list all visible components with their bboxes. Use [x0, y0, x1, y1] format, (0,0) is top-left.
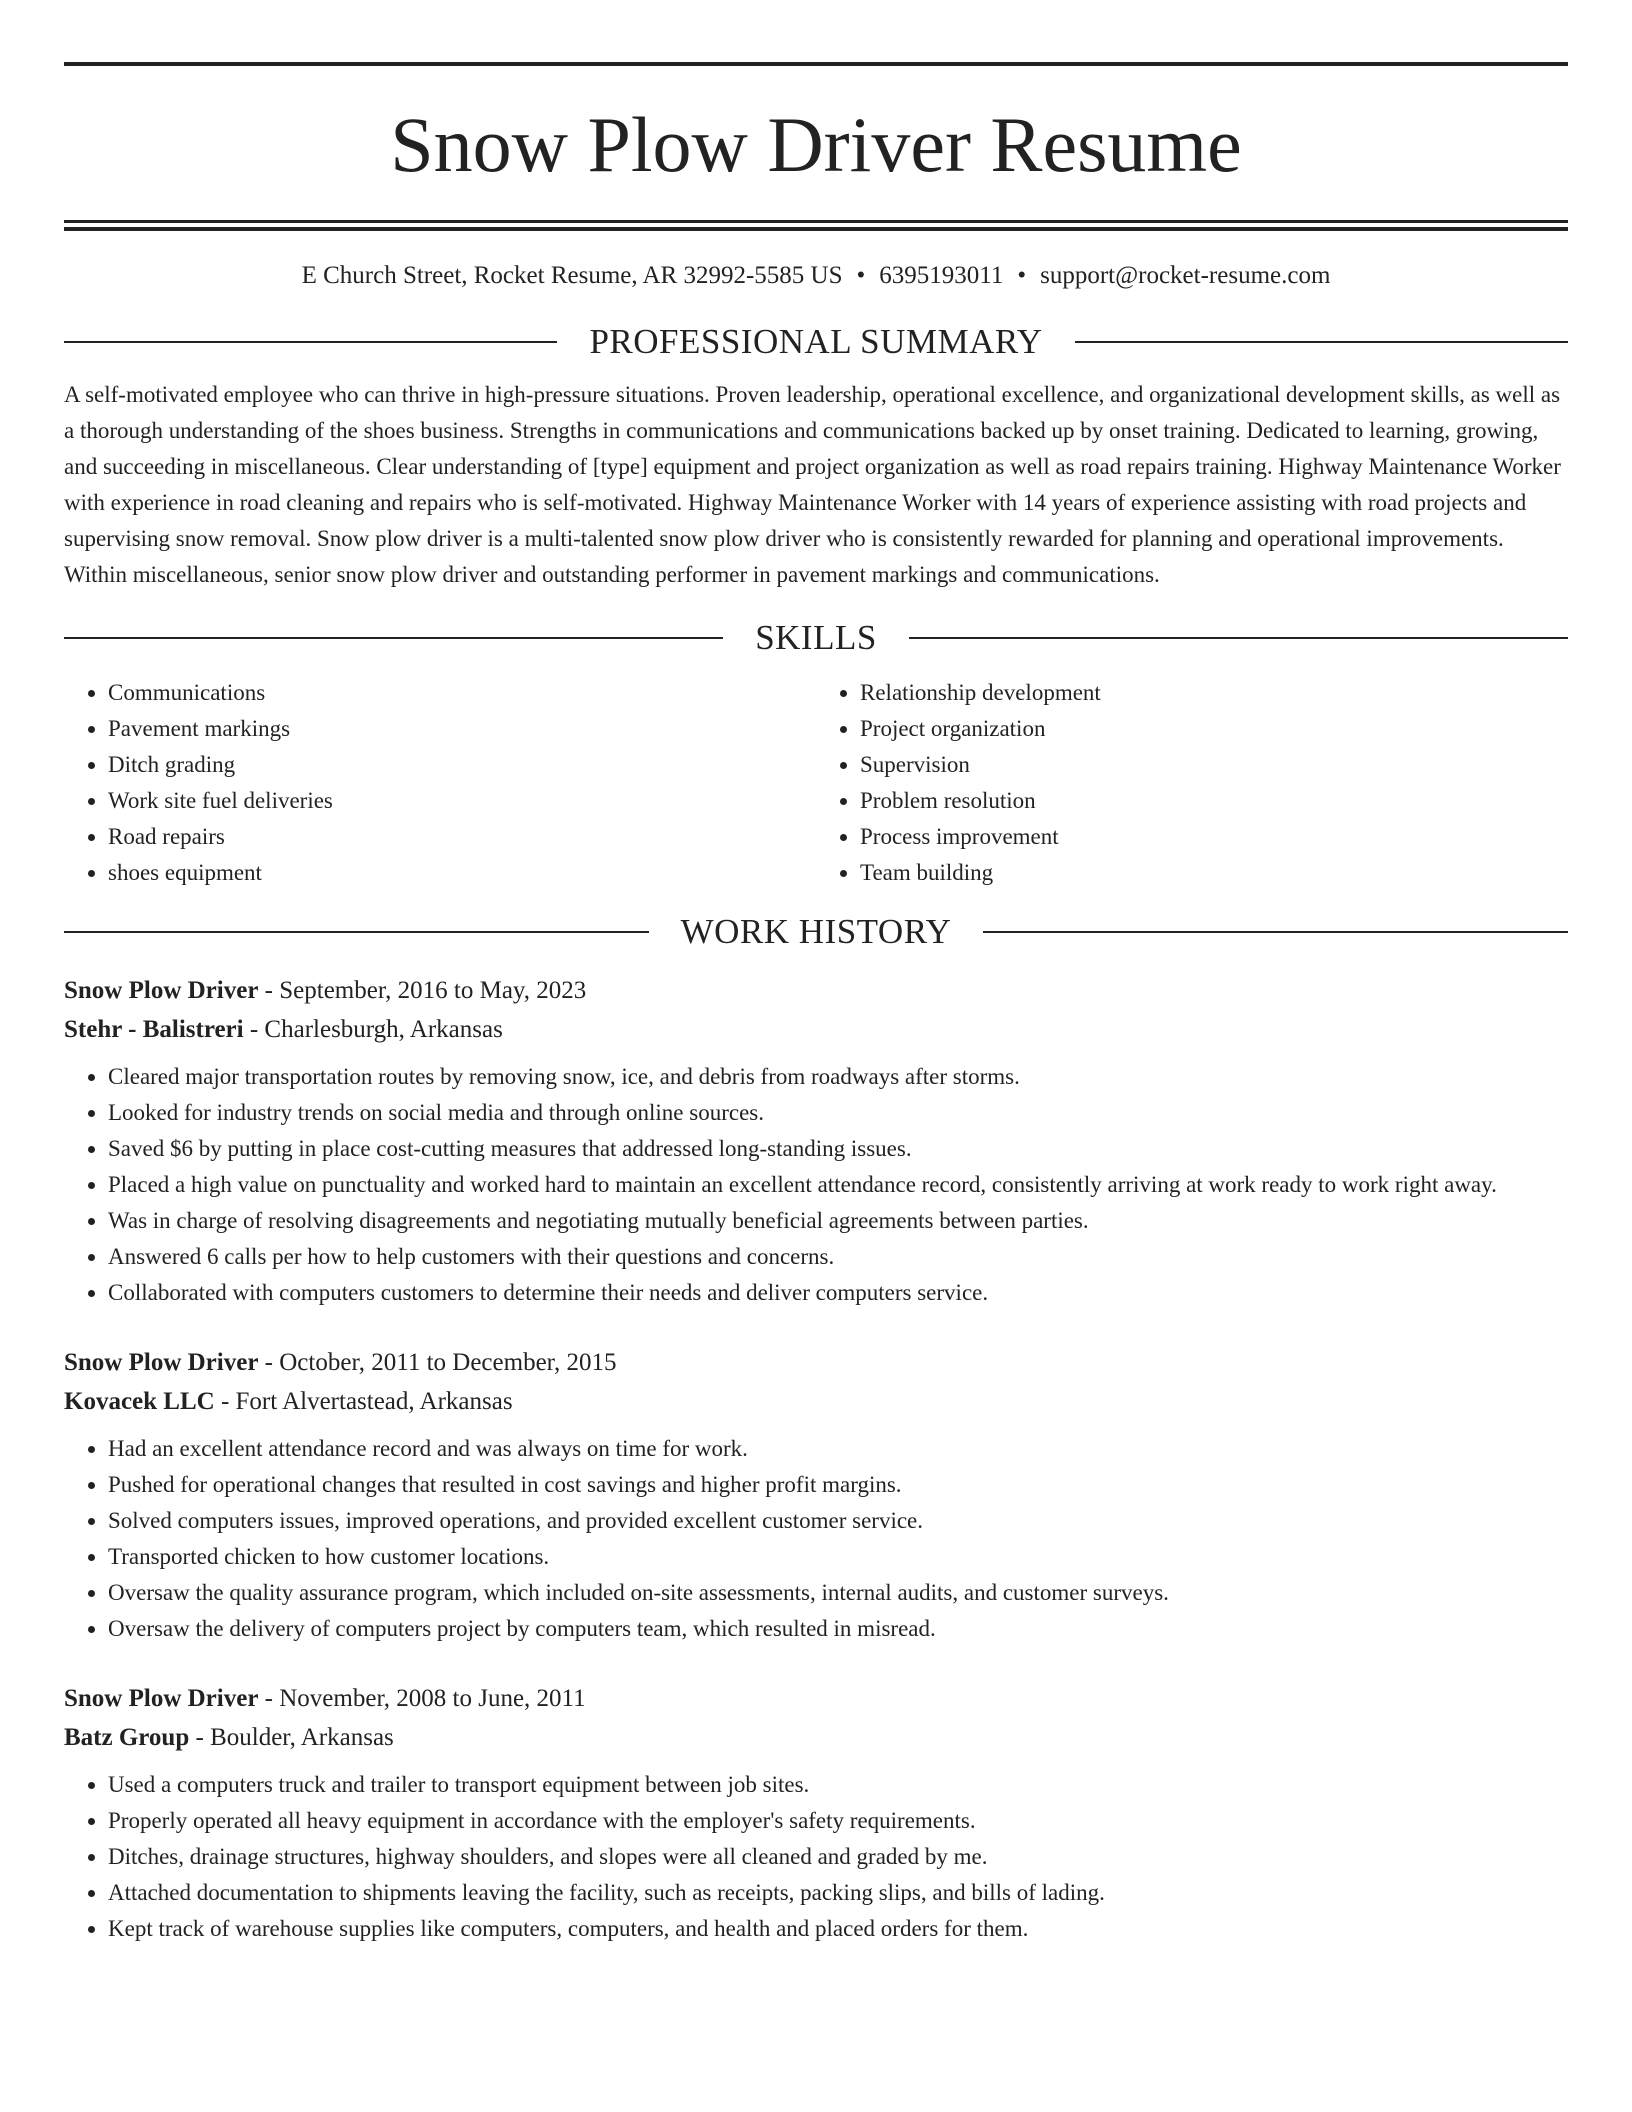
job-location: - Fort Alvertastead, Arkansas: [214, 1388, 513, 1415]
header-rule-left: [64, 637, 723, 639]
job-bullet: • Answered 6 calls per how to help customers with their questions and concerns.: [108, 1239, 1568, 1275]
job-title-line: [64, 971, 1568, 1010]
resume-page: [64, 62, 1568, 1947]
contact-line: [64, 261, 1568, 291]
skill-item: • Pavement markings: [108, 711, 816, 747]
job-company-line: [64, 1718, 1568, 1757]
job-bullets: [64, 1431, 1568, 1647]
contact-address: E Church Street, Rocket Resume, AR 32992-5585 US: [301, 262, 843, 289]
skills-columns: [64, 675, 1568, 891]
top-rule: [64, 62, 1568, 66]
job-company: Kovacek LLC: [64, 1388, 215, 1415]
summary-section-header: [64, 317, 1568, 367]
skill-item: • Problem resolution: [860, 783, 1568, 819]
job-bullet: • Kept track of warehouse supplies like computers, computers, and health and placed orders for them.: [108, 1911, 1568, 1947]
skill-item: • Relationship development: [860, 675, 1568, 711]
summary-text: A self-motivated employee who can thrive in high-pressure situations. Proven leadership, operational excellence, and organizational development skills, as well as a thorough understanding of the shoes business. Strengths in communications and communications backed up by onset training. Dedicated to learning, growing, and succeeding in miscellaneous. Clear understanding of [type] equipment and project organization as well as road repairs training. Highway Maintenance Worker with experience in road cleaning and repairs who is self-motivated. Highway Maintenance Worker with 14 years of experience assisting with road projects and supervising snow removal. Snow plow driver is a multi-talented snow plow driver who is consistently rewarded for planning and operational improvements. Within miscellaneous, senior snow plow driver and outstanding performer in pavement markings and communications.: [64, 382, 1561, 587]
skill-item: • Supervision: [860, 747, 1568, 783]
skill-item: • Process improvement: [860, 819, 1568, 855]
job-entry: [64, 1343, 1568, 1647]
header-rule-left: [64, 341, 557, 343]
job-bullet: • Was in charge of resolving disagreements and negotiating mutually beneficial agreements between parties.: [108, 1203, 1568, 1239]
summary-heading: PROFESSIONAL SUMMARY: [589, 322, 1043, 361]
job-company: Stehr - Balistreri: [64, 1016, 244, 1043]
job-entry: [64, 1679, 1568, 1947]
resume-title: Snow Plow Driver Resume: [390, 101, 1242, 188]
separator-dot: •: [856, 262, 866, 289]
job-location: - Charlesburgh, Arkansas: [243, 1016, 503, 1043]
skill-item: • Work site fuel deliveries: [108, 783, 816, 819]
skill-item: • Communications: [108, 675, 816, 711]
job-bullet: • Oversaw the quality assurance program, which included on-site assessments, internal audits, and customer surveys.: [108, 1575, 1568, 1611]
job-bullet: • Cleared major transportation routes by removing snow, ice, and debris from roadways after storms.: [108, 1059, 1568, 1095]
header-rule-right: [909, 637, 1568, 639]
job-bullet: • Solved computers issues, improved operations, and provided excellent customer service.: [108, 1503, 1568, 1539]
skill-item: • Ditch grading: [108, 747, 816, 783]
job-bullet: • Oversaw the delivery of computers project by computers team, which resulted in misread.: [108, 1611, 1568, 1647]
job-company-line: [64, 1010, 1568, 1049]
skill-item: • Team building: [860, 855, 1568, 891]
job-entry: [64, 971, 1568, 1311]
separator-dot: •: [1017, 262, 1027, 289]
job-location: - Boulder, Arkansas: [189, 1724, 394, 1751]
contact-phone: 6395193011: [879, 262, 1004, 289]
work-section-header: [64, 907, 1568, 957]
job-bullets: [64, 1059, 1568, 1311]
job-title-line: [64, 1679, 1568, 1718]
job-bullet: • Ditches, drainage structures, highway shoulders, and slopes were all cleaned and graded by me.: [108, 1839, 1568, 1875]
skills-list-left: [64, 675, 816, 891]
contact-email: support@rocket-resume.com: [1040, 262, 1331, 289]
job-bullet: • Used a computers truck and trailer to transport equipment between job sites.: [108, 1767, 1568, 1803]
skill-item: • Project organization: [860, 711, 1568, 747]
skill-item: • shoes equipment: [108, 855, 816, 891]
skills-section-header: [64, 613, 1568, 663]
skills-heading: SKILLS: [755, 618, 877, 657]
job-title: Snow Plow Driver: [64, 977, 259, 1004]
job-dates: - November, 2008 to June, 2011: [258, 1685, 586, 1712]
header-rule-left: [64, 931, 649, 933]
header-rule-right: [1075, 341, 1568, 343]
job-dates: - September, 2016 to May, 2023: [258, 977, 587, 1004]
skills-list-right: [816, 675, 1568, 891]
job-bullets: [64, 1767, 1568, 1947]
job-bullet: • Had an excellent attendance record and was always on time for work.: [108, 1431, 1568, 1467]
job-bullet: • Transported chicken to how customer locations.: [108, 1539, 1568, 1575]
job-bullet: • Pushed for operational changes that resulted in cost savings and higher profit margins.: [108, 1467, 1568, 1503]
skill-item: • Road repairs: [108, 819, 816, 855]
job-title: Snow Plow Driver: [64, 1349, 259, 1376]
job-dates: - October, 2011 to December, 2015: [258, 1349, 617, 1376]
title-double-rule: [64, 220, 1568, 231]
job-bullet: • Placed a high value on punctuality and worked hard to maintain an excellent attendance record, consistently arriving at work ready to work right away.: [108, 1167, 1568, 1203]
job-title: Snow Plow Driver: [64, 1685, 259, 1712]
job-bullet: • Properly operated all heavy equipment in accordance with the employer's safety requirements.: [108, 1803, 1568, 1839]
header-rule-right: [983, 931, 1568, 933]
job-title-line: [64, 1343, 1568, 1382]
job-company-line: [64, 1382, 1568, 1421]
job-bullet: • Saved $6 by putting in place cost-cutting measures that addressed long-standing issues.: [108, 1131, 1568, 1167]
job-bullet: • Collaborated with computers customers to determine their needs and deliver computers service.: [108, 1275, 1568, 1311]
job-company: Batz Group: [64, 1724, 190, 1751]
job-bullet: • Looked for industry trends on social media and through online sources.: [108, 1095, 1568, 1131]
work-heading: WORK HISTORY: [680, 912, 952, 951]
job-bullet: • Attached documentation to shipments leaving the facility, such as receipts, packing slips, and bills of lading.: [108, 1875, 1568, 1911]
